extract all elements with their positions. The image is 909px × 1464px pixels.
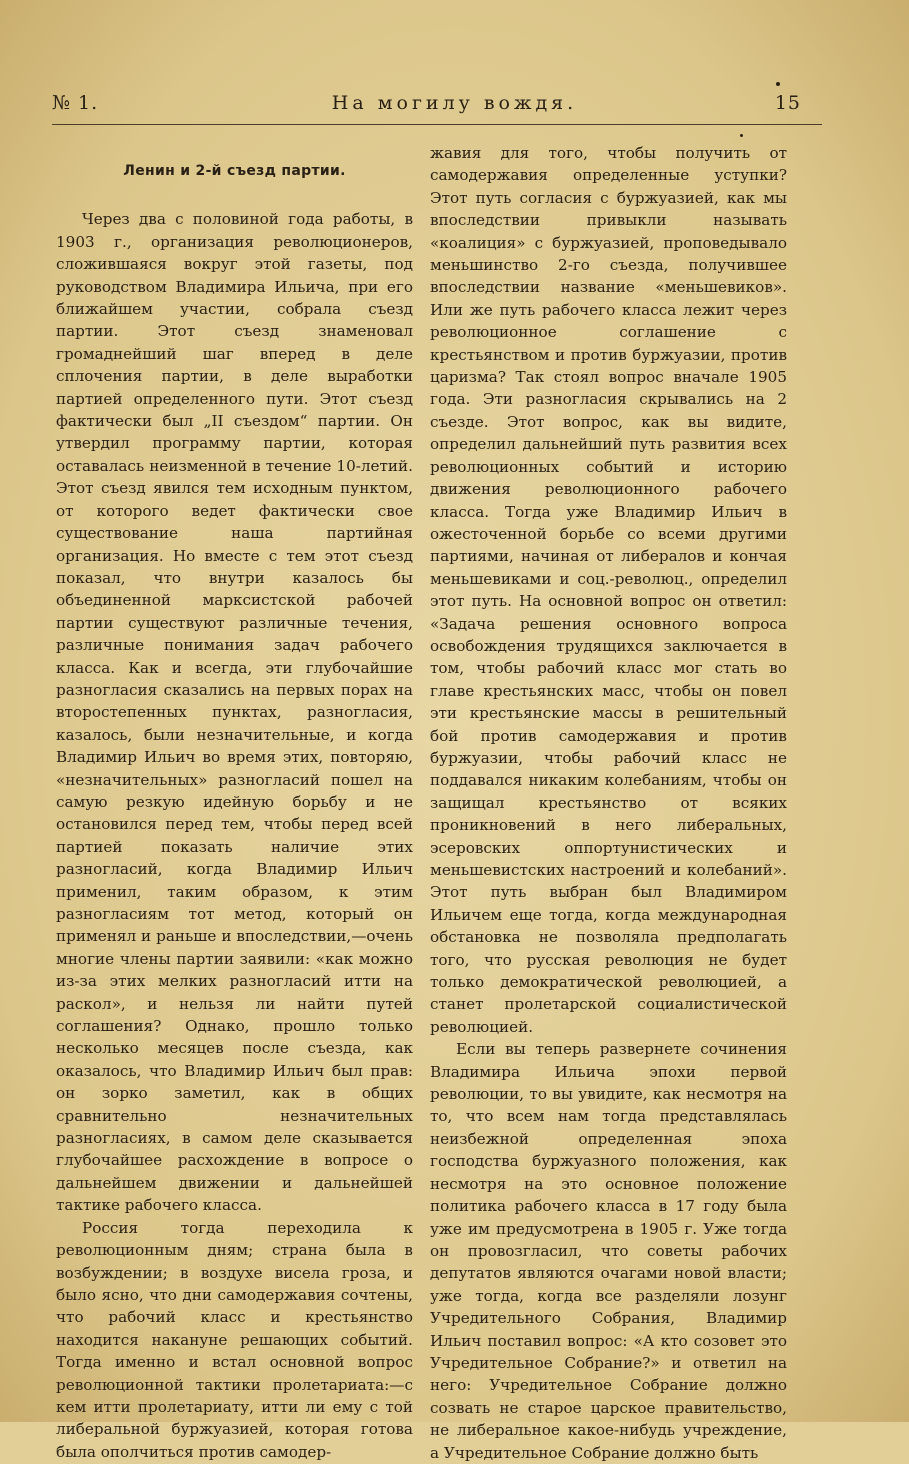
paragraph: Через два с половиной года работы, в 1903 г., организация революционеров, сложившаяся вокруг этой газеты, под руководством Владимира Ильича, при его ближайшем участии, собрала съезд партии. Этот съезд знаменовал громаднейший шаг вперед в деле сплочения партии, в деле выработки партией определенного пути. Этот съезд фактически был „II съездом“ партии. Он утвердил программу партии, которая оставалась неизменной в течение 10-летий. Этот съезд явился тем исходным пунктом, от которого ведет фактически свое существование наша партийная организация. Но вместе с тем этот съезд показал, что внутри казалось бы объединенной марксистской рабочей партии существуют различные течения, различные понимания задач рабочего класса. Как и всегда, эти глубочайшие разногласия сказались на первых порах на второстепенных пунктах, разногласия, казалось, были незначительные, и когда Владимир Ильич во время этих, повторяю, «незначительных» разногласий пошел на самую резкую идейную борьбу и не остановился перед тем, чтобы перед всей партией показать наличие этих разногласий, когда Владимир Ильич применил, таким образом, к этим разногласиям тот метод, который он применял и раньше и впоследствии,—очень многие члены партии заявили: «как можно из-за этих мелких разногласий итти на раскол», и нельзя ли найти путей соглашения? Однако, прошло только несколько месяцев после съезда, как оказалось, что Владимир Ильич был прав: он зорко заметил, как в общих сравнительно незначительных разногласиях, в самом деле сказывается глубочайшее расхождение в вопросе о дальнейшем движении и дальнейшей тактике рабочего класса. xyxy=(56,210,413,1215)
journal-title: На могилу вождя. xyxy=(331,92,578,114)
page-number: 15 xyxy=(774,92,801,114)
article-title: Ленин и 2-й съезд партии. xyxy=(123,163,346,179)
paragraph: Россия тогда переходила к революционным дням; страна была в возбуждении; в воздухе висела гроза, и было ясно, что дни самодержавия сочтены, что рабочий класс и крестьянство находится накануне решающих событий. Тогда именно и встал основной вопрос революционной тактики пролетариата:—с кем итти пролетариату, итти ли ему с той либеральной буржуазией, которая готова была ополчиться против самодер- xyxy=(56,1218,413,1461)
right-column xyxy=(430,142,787,1462)
print-speck xyxy=(776,82,780,86)
paragraph: Если вы теперь развернете сочинения Владимира Ильича эпохи первой революции, то вы увидите, как несмотря на то, что всем нам тогда представлялась неизбежной определенная эпоха господства буржуазного положения, как несмотря на это основное положение политика рабочего класса в 17 году была уже им предусмотрена в 1905 г. Уже тогда он провозгласил, что советы рабочих депутатов являются очагами новой власти; уже тогда, когда все разделяли лозунг Учредительного Собрания, Владимир Ильич поставил вопрос: «А кто созовет это Учредительное Собрание?» и ответил на него: Учредительное Собрание должно созвать не старое царское правительство, не либеральное какое-нибудь учреждение, а Учредительное Собрание должно быть xyxy=(430,1040,787,1462)
left-column xyxy=(56,142,413,1461)
print-speck xyxy=(740,134,743,137)
header-rule xyxy=(52,124,822,125)
issue-number: № 1. xyxy=(52,92,99,114)
paragraph: жавия для того, чтобы получить от самодержавия определенные уступки? Этот путь согласия с буржуазией, как мы впоследствии привыкли называть «коалиция» с буржуазией, проповедывало меньшинство 2-го съезда, получившее впоследствии название «меньшевиков». Или же путь рабочего класса лежит через революционное соглашение с крестьянством и против буржуазии, против царизма? Так стоял вопрос вначале 1905 года. Эти разногласия скрывались на 2 съезде. Этот вопрос, как вы видите, определил дальнейший путь развития всех революционных событий и историю движения революционного рабочего класса. Тогда уже Владимир Ильич в ожесточенной борьбе со всеми другими партиями, начиная от либералов и кончая меньшевиками и соц.-революц., определил этот путь. На основной вопрос он ответил: «Задача решения основного вопроса освобождения трудящихся заключается в том, чтобы рабочий класс мог стать во главе крестьянских масс, чтобы он повел эти крестьянские массы в решительный бой против самодержавия и против буржуазии, чтобы рабочий класс не поддавался никаким колебаниям, чтобы он защищал крестьянство от всяких проникновений в него либеральных, эсеровских оппортунистических и меньшевистских настроений и колебаний». Этот путь выбран был Владимиром Ильичем еще тогда, когда международная обстановка не позволяла предполагать того, что русская революция не будет только демократической революцией, а станет пролетарской социалистической революцией. xyxy=(430,144,787,1036)
